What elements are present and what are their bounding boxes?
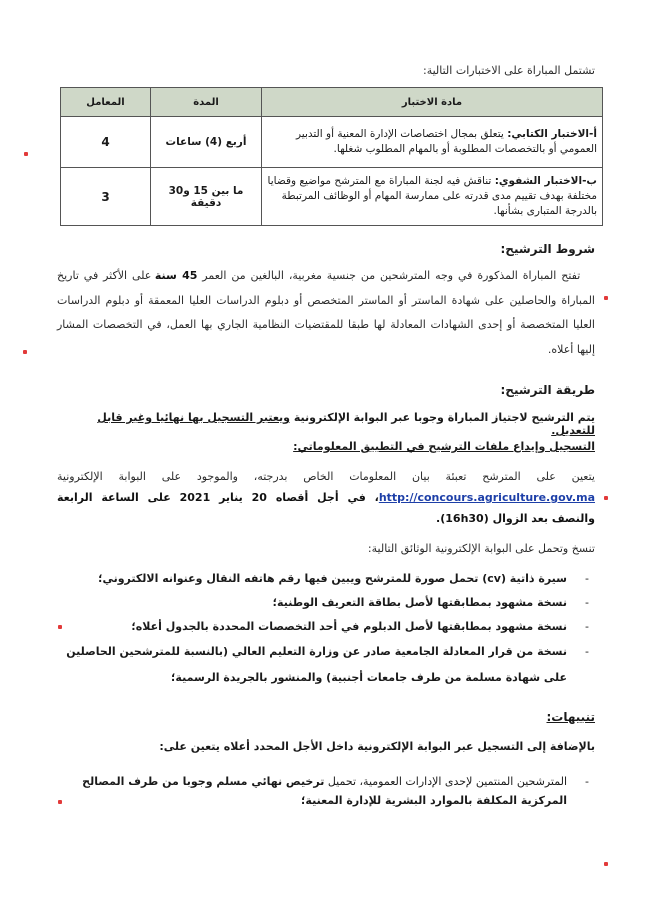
margin-mark <box>24 152 28 156</box>
method-title: طريقة الترشيح: <box>500 383 595 397</box>
method-para-a: يتعين على المترشح تعبئة بيان المعلومات الخاص بدرجته، والموجود على البوابة الإلكترونية <box>57 470 595 483</box>
dash-marker: - <box>585 572 589 585</box>
conditions-age: 45 سنة <box>154 269 198 282</box>
conditions-paragraph <box>57 264 595 362</box>
table-row <box>61 168 603 226</box>
notes-intro: بالإضافة إلى التسجيل عبر البوابة الإلكترونية داخل الأجل المحدد أعلاه يتعين على: <box>159 740 595 753</box>
list-item <box>55 567 595 591</box>
conditions-text-after: على الأكثر في تاريخ المباراة والحاصلين على شهادة الماستر أو الماستر المتخصص أو دبلوم الدراسات العليا المعمقة أو دبلوم الدراسات العليا المتخصصة أو إحدى الشهادات المعادلة لها طبقا للمقتضيات النظامية الجاري بها العمل، في التخصصات المشار إليها أعلاه. <box>57 269 595 356</box>
list-item <box>55 615 595 639</box>
conditions-text-before: تفتح المباراة المذكورة في وجه المترشحين من جنسية مغربية، البالغين من العمر <box>197 269 581 282</box>
dash-marker: - <box>585 775 589 788</box>
doc-text: سيرة ذاتية (cv) تحمل صورة للمترشح ويبين فيها رقم هاتفه النقال وعنوانه الالكتروني؛ <box>98 572 567 585</box>
notes-title: تنبيهات: <box>546 710 595 724</box>
header-coefficient: المعامل <box>61 88 151 117</box>
note-text-b: ترخيص نهائي مسلم وجوبا من طرف المصالح المركزية المكلفة بالموارد البشرية للإدارة المعنية؛ <box>82 775 567 807</box>
exam-table-header <box>61 88 603 117</box>
subject-cell <box>262 117 603 168</box>
doc-text: نسخة من قرار المعادلة الجامعية صادر عن وزارة التعليم العالي (بالنسبة للمترشحين الحاصلين على شهادة مسلمة من طرف جامعات أجنبية) والمنشور بالجريدة الرسمية؛ <box>66 645 567 684</box>
intro-text: تشتمل المباراة على الاختبارات التالية: <box>422 64 595 77</box>
duration-cell: أربع (4) ساعات <box>151 117 262 168</box>
margin-mark <box>604 862 608 866</box>
notes-list <box>55 772 595 810</box>
margin-mark <box>58 800 62 804</box>
margin-mark <box>604 296 608 300</box>
subject-text: تناقش فيه لجنة المباراة مع المترشح مواضيع وقضايا مختلفة بهدف تقييم مدى قدرته على ممارسة المهام أو الوظائف المرتبطة بالدرجة المتبارى بشأنها. <box>267 175 597 217</box>
margin-mark <box>58 625 62 629</box>
method-para-b: ، في أجل أقصاه 20 يناير 2021 على الساعة الرابعة والنصف بعد الزوال (16h30). <box>57 491 595 525</box>
method-paragraph <box>57 466 595 529</box>
doc-text: نسخة مشهود بمطابقتها لأصل بطاقة التعريف الوطنية؛ <box>272 596 567 609</box>
subject-title: أ-الاختبار الكتابي: <box>507 128 597 140</box>
coefficient-cell: 4 <box>61 117 151 168</box>
margin-mark <box>23 350 27 354</box>
header-duration: المدة <box>151 88 262 117</box>
dash-marker: - <box>585 596 589 609</box>
table-row <box>61 117 603 168</box>
coefficient-cell: 3 <box>61 168 151 226</box>
header-subject: مادة الاختبار <box>262 88 603 117</box>
subject-text: يتعلق بمجال اختصاصات الإدارة المعنية أو التدبير العمومي أو بالتخصصات المطلوبة أو بالمهام المطلوب شغلها. <box>295 128 597 155</box>
portal-link[interactable]: http://concours.agriculture.gov.ma <box>378 491 595 504</box>
conditions-title: شروط الترشيح: <box>500 242 595 256</box>
duration-cell: ما بين 15 و30 دقيقة <box>151 168 262 226</box>
margin-mark <box>604 496 608 500</box>
doc-text: نسخة مشهود بمطابقتها لأصل الدبلوم في أحد التخصصات المحددة بالجدول أعلاه؛ <box>131 620 567 633</box>
docs-list <box>55 567 595 691</box>
dash-marker: - <box>585 620 589 633</box>
docs-intro: تنسخ وتحمل على البوابة الإلكترونية الوثائق التالية: <box>367 542 595 555</box>
method-line <box>55 411 595 437</box>
method-line-b: ويعتبر التسجيل بها نهائيا وغير قابل للتعديل. <box>97 411 595 437</box>
list-item <box>55 591 595 615</box>
subject-title: ب-الاختبار الشفوي: <box>494 175 597 187</box>
subject-cell <box>262 168 603 226</box>
list-item <box>55 639 595 691</box>
method-subtitle: التسجيل وإيداع ملفات الترشيح في التطبيق المعلوماتي: <box>293 440 595 453</box>
dash-marker: - <box>585 645 589 658</box>
note-text-a: المترشحين المنتمين لإحدى الإدارات العمومية، تحميل <box>324 775 567 788</box>
list-item <box>55 772 595 810</box>
method-line-a: يتم الترشيح لاجتياز المباراة وجوبا عبر البوابة الإلكترونية <box>290 411 595 424</box>
exam-table <box>60 87 603 226</box>
